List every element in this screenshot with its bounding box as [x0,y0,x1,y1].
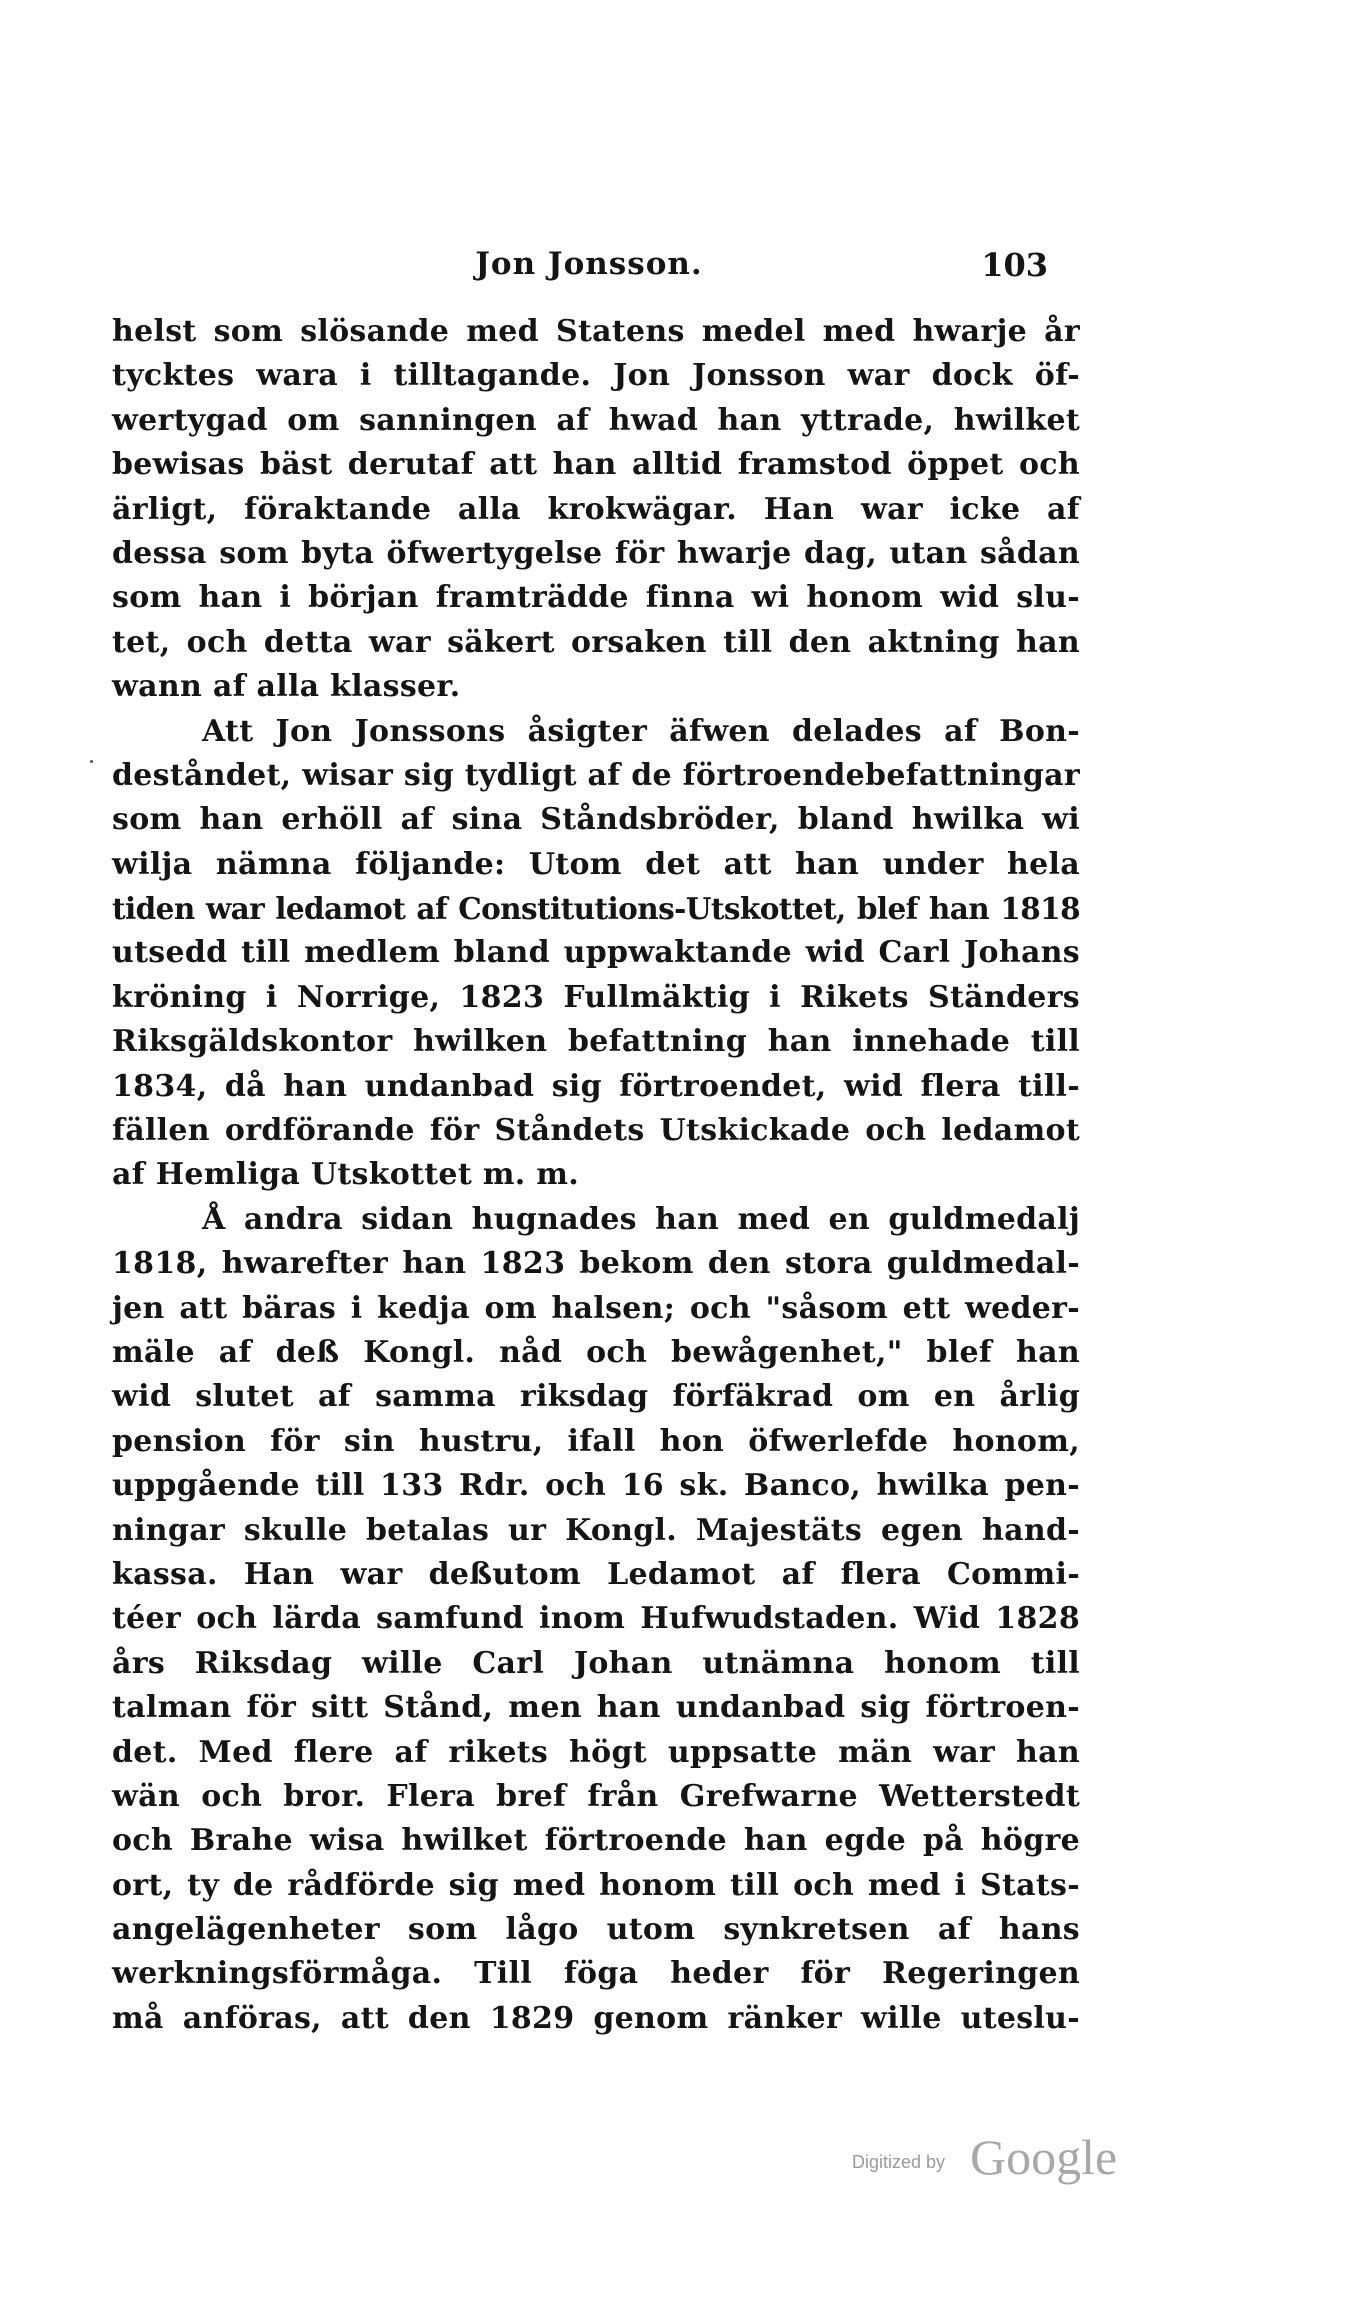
text-line: talman för sitt Stånd, men han undanbad sig förtroen- [112,1690,1080,1726]
text-line: pension för sin hustru, ifall hon öfwerlefde honom, [112,1423,1080,1459]
text-line: wilja nämna följande: Utom det att han under hela [112,846,1080,882]
text-line: ärligt, föraktande alla krokwägar. Han war icke af [112,491,1080,527]
text-line: angelägenheter som lågo utom synkretsen af hans [112,1912,1080,1948]
paragraph-end-line: wann af alla klasser. [112,669,461,705]
text-line: ort, ty de rådförde sig med honom till och med i Stats- [112,1867,1080,1903]
digitized-label: Digitized by [852,2152,946,2172]
text-line: wid slutet af samma riksdag förfäkrad om en årlig [112,1379,1080,1415]
text-line: werkningsförmåga. Till föga heder för Regeringen [112,1956,1080,1992]
text-line: fällen ordförande för Ståndets Utskickade och ledamot [112,1113,1080,1149]
text-line: mäle af deß Kongl. nåd och bewågenhet," blef han [112,1334,1080,1370]
text-line: téer och lärda samfund inom Hufwudstaden. Wid 1828 [112,1601,1080,1637]
google-logo: Google [970,2129,1118,2185]
text-line: wän och bror. Flera bref från Grefwarne Wetterstedt [112,1778,1080,1814]
text-line: tycktes wara i tilltagande. Jon Jonsson war dock öf- [112,358,1080,394]
text-line: jen att bäras i kedja om halsen; och "såsom ett weder- [112,1290,1080,1326]
text-line: bewisas bäst derutaf att han alltid framstod öppet och [112,447,1080,483]
text-line: må anföras, att den 1829 genom ränker wille uteslu- [112,2000,1080,2036]
paragraph-start-line: Å andra sidan hugnades han med en guldmedalj [202,1201,1080,1237]
text-line: års Riksdag wille Carl Johan utnämna honom till [112,1645,1080,1681]
text-line: helst som slösande med Statens medel med hwarje år [112,314,1080,349]
text-line: det. Med flere af rikets högt uppsatte män war han [112,1734,1080,1770]
text-line: och Brahe wisa hwilket förtroende han egde på högre [112,1823,1080,1859]
text-line: wertygad om sanningen af hwad han yttrade, hwilket [112,402,1080,438]
text-line: tiden war ledamot af Constitutions-Utskottet, blef han 1818 [112,891,1080,927]
text-line: utsedd till medlem bland uppwaktande wid Carl Johans [112,935,1080,971]
text-line: som han erhöll af sina Ståndsbröder, bland hwilka wi [112,802,1080,838]
text-line: ningar skulle betalas ur Kongl. Majestäts egen hand- [112,1512,1080,1548]
text-line: 1818, hwarefter han 1823 bekom den stora guldmedal- [112,1246,1080,1282]
text-line: Riksgäldskontor hwilken befattning han innehade till [112,1024,1080,1060]
text-line: dessa som byta öfwertygelse för hwarje dag, utan sådan [112,535,1080,571]
digitized-watermark [852,2128,1152,2188]
paragraph-end-line: af Hemliga Utskottet m. m. [112,1157,580,1193]
running-title: Jon Jonsson. [475,246,703,282]
text-line: som han i början framträdde finna wi honom wid slu- [112,580,1080,616]
text-line: 1834, då han undanbad sig förtroendet, wid flera till- [112,1068,1080,1104]
running-head [118,246,1060,298]
text-line: uppgående till 133 Rdr. och 16 sk. Banco, hwilka pen- [112,1468,1080,1504]
text-line: tet, och detta war säkert orsaken till den aktning han [112,624,1080,660]
paragraph-start-line: Att Jon Jonssons åsigter äfwen delades af Bon- [202,713,1080,749]
text-line: deståndet, wisar sig tydligt af de förtroendebefattningar [112,757,1080,793]
text-line: kröning i Norrige, 1823 Fullmäktig i Rikets Ständers [112,979,1080,1015]
text-line: kassa. Han war deßutom Ledamot af flera Commi- [112,1556,1080,1592]
margin-speck [90,760,93,763]
page-number: 103 [981,246,1048,284]
body-text [112,310,1080,2041]
